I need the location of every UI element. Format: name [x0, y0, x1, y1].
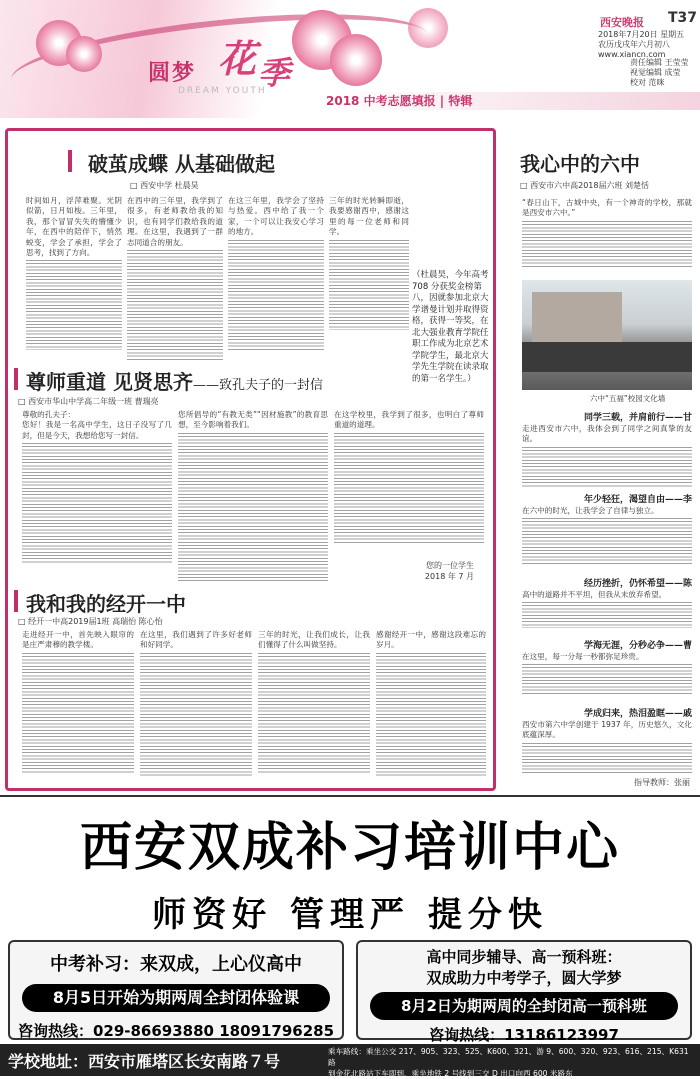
article-column: 您所倡导的“有教无类”“因材施教”的教育思想，至今影响着我们。	[178, 410, 328, 588]
article-column: 感谢经开一中，感谢这段难忘的岁月。	[376, 630, 486, 782]
article-title: 我和我的经开一中	[26, 592, 186, 616]
text-lines	[329, 240, 409, 330]
section-subtitle-en: DREAM YOUTH	[178, 86, 267, 96]
text-lines	[376, 653, 486, 778]
editor-credits	[630, 58, 689, 88]
section-heading: 年少轻狂，渴望自由——李	[583, 495, 692, 505]
article-byline: □ 西安市华山中学高二年级一班 曹瑞亮	[18, 396, 159, 407]
section-heading: 学成归来，热泪盈眶——戚	[583, 709, 692, 719]
photo-caption: 六中“五福”校园文化墙	[590, 394, 666, 403]
ad-box-course-pill: 8月2日为期两周的全封闭高一预科班	[370, 992, 678, 1020]
text-lines	[522, 221, 692, 269]
section-heading: 同学三载，并肩前行——甘	[583, 413, 692, 423]
paper-logo: 西安晚报	[600, 16, 644, 29]
text-lines	[22, 443, 172, 563]
text-lines	[26, 260, 122, 350]
page-number: T37	[668, 10, 698, 26]
author-note: （杜晨昊，今年高考 708 分获奖金榜第八，因就参加北京大学谱曼计划并取得资格，获得一等奖，在北大强业教育学院任职工作成为北京艺术学院学生，最北京大学先生学院在读录取的第一名学生。）	[412, 270, 489, 384]
article-column: 三年的时光转瞬即逝，我要感谢西中，感谢这里的每一位老师和同学。	[329, 196, 409, 352]
letter-signature: 您的一位学生 2018 年 7 月	[424, 561, 474, 581]
article-title: 我心中的六中	[520, 152, 640, 176]
article-column: 走进西安市六中，我体会到了同学之间真挚的友谊。	[522, 424, 692, 484]
article-column: 西安市第六中学创建于 1937 年，历史悠久，文化底蕴深厚。	[522, 720, 692, 774]
article-column: 时间如月，浮萍难聚。光阴似箭，日月如梭。三年里，我，那个冒冒失失的懵懂少年，在西中的陪伴下，悄然蜕变，学会了承担，学会了思考，找到了方向。	[26, 196, 122, 352]
article-title: 尊师重道 见贤思齐——致孔夫子的一封信	[26, 370, 323, 394]
advisor-signoff: 指导教师：张丽	[634, 778, 690, 787]
article-title: 破茧成蝶 从基础做起	[88, 152, 275, 176]
peony-decoration	[330, 34, 382, 86]
banner-title: 2018 中考志愿填报 | 特辑	[326, 94, 473, 108]
title-accent-bar	[14, 590, 18, 612]
ad-high-school-box	[356, 940, 692, 1044]
ad-box-title: 双成助力中考学子，圆大学梦	[426, 969, 622, 987]
ad-school-name: 西安双成补习培训中心	[79, 818, 620, 878]
section-title-season: 季	[258, 54, 291, 92]
ad-box-hotline: 咨询热线：029-86693880 18091796285	[17, 1022, 335, 1040]
title-accent-bar	[68, 150, 72, 172]
text-lines	[522, 664, 692, 694]
article-byline: □ 经开一中高2019届1班 高瑞怡 陈心怡	[18, 616, 163, 627]
date-line: 2018年7月20日 星期五	[598, 30, 685, 39]
peony-decoration	[408, 8, 448, 48]
editor: 责任编辑 王莹莹	[630, 58, 689, 67]
website: www.xiancn.com	[598, 50, 666, 59]
date-info	[598, 30, 698, 60]
article-column: 在这学校里，我学到了很多，也明白了尊师重道的道理。	[334, 410, 484, 550]
article-column: “春日山下，古城中央，有一个神奇的学校，那就是西安市六中。”	[522, 198, 692, 276]
text-lines	[522, 447, 692, 487]
article-byline: □ 西安市六中高2018届六班 刘楚恬	[520, 180, 649, 191]
text-lines	[228, 240, 324, 350]
text-lines	[334, 433, 484, 543]
article-column: 在六中的时光，让我学会了自律与独立。	[522, 506, 692, 570]
ad-bus-routes: 乘车路线：乘坐公交 217、905、323、525、K600、321、游 9、600、320、923、616、215、K631路 到金花北路站下车即到，乘坐地铁 2 号线到三交 D 出口向西 600 米路东	[328, 1047, 689, 1078]
ad-box-course-pill: 8月5日开始为期两周全封闭体验课	[22, 984, 330, 1012]
article-column: 在西中的三年里，我学到了很多，有老师教给我的知识，也有同学们教给我的道理。在这里，我遇到了一群志同道合的朋友。	[127, 196, 223, 352]
text-lines	[22, 653, 134, 773]
text-lines	[258, 653, 370, 773]
article-column: 在这三年里，我学会了坚持与热爱。西中给了我一个家，一个可以让我安心学习的地方。	[228, 196, 324, 352]
ad-slogan: 师资好 管理严 提分快	[152, 895, 548, 935]
section-heading: 经历挫折，仍怀希望——陈	[583, 579, 692, 589]
masthead	[0, 0, 700, 118]
section-title: 圆梦	[148, 61, 197, 86]
proofreader: 校对 范咪	[630, 78, 665, 87]
article-column: 高中的道路并不平坦，但我从未放弃希望。	[522, 590, 692, 634]
article-column: 尊敬的孔夫子： 您好！我是一名高中学生，这日子没写了几封，但是今天，我想给您写一封信。	[22, 410, 172, 578]
text-lines	[522, 743, 692, 775]
text-lines	[522, 518, 692, 564]
article-subtitle: ——致孔夫子的一封信	[192, 378, 323, 393]
text-lines	[522, 602, 692, 628]
article-column: 在这里，每一分每一秒都弥足珍贵。	[522, 652, 692, 702]
section-title-flower: 花	[218, 36, 257, 81]
ad-address: 学校地址：西安市雁塔区长安南路７号	[8, 1052, 281, 1071]
text-lines	[140, 653, 252, 778]
ad-middle-school-box	[8, 940, 344, 1040]
text-lines	[127, 250, 223, 360]
ad-divider	[0, 795, 700, 797]
section-heading: 学海无涯，分秒必争——曹	[583, 641, 692, 651]
rose-decoration	[66, 36, 102, 72]
article-column: 走进经开一中，首先映入眼帘的是庄严肃穆的教学楼。	[22, 630, 134, 782]
article-column: 在这里，我们遇到了许多好老师和好同学。	[140, 630, 252, 782]
designer: 视觉编辑 成莹	[630, 68, 681, 77]
lunar-date-line: 农历戊戌年六月初八	[598, 40, 670, 49]
article-column: 三年的时光，让我们成长，让我们懂得了什么叫做坚持。	[258, 630, 370, 782]
ad-box-hotline: 咨询热线：13186123997	[429, 1026, 619, 1044]
text-lines	[178, 433, 328, 583]
article-byline: □ 西安中学 杜晨昊	[130, 180, 199, 191]
photo-culture-wall	[522, 342, 692, 372]
ad-box-title: 中考补习：来双成，上心仪高中	[50, 954, 302, 975]
letter-salutation: 尊敬的孔夫子：	[22, 410, 76, 419]
ad-box-title: 高中同步辅导、高一预科班：	[426, 948, 622, 966]
school-culture-wall-photo	[522, 280, 692, 390]
title-accent-bar	[14, 368, 18, 390]
